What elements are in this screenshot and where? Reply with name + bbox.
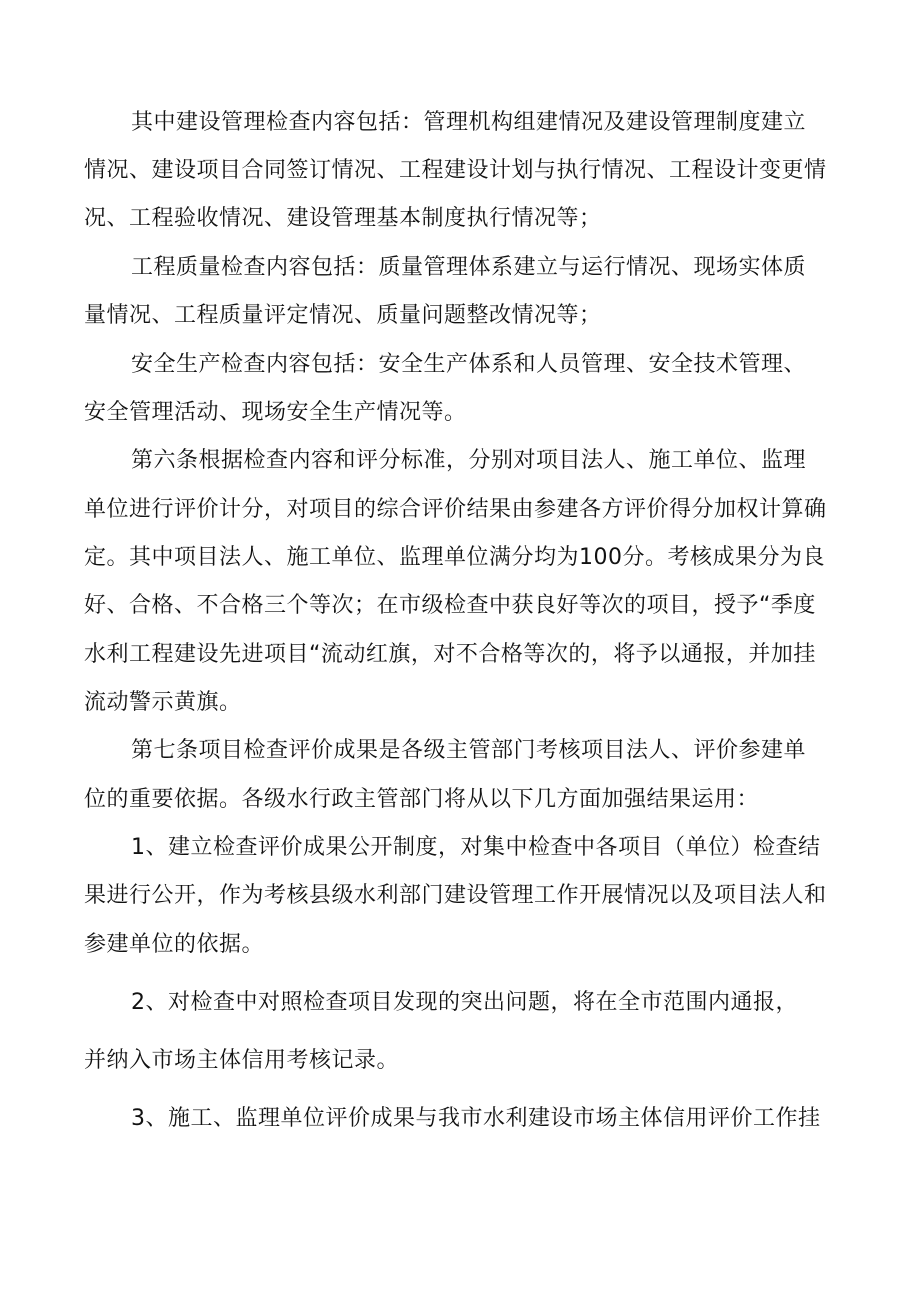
paragraph-line: 安全管理活动、现场安全生产情况等。 [84, 400, 467, 425]
paragraph-line: 单位进行评价计分，对项目的综合评价结果由参建各方评价得分加权计算确 [84, 497, 827, 522]
paragraph-line: 第七条项目检查评价成果是各级主管部门考核项目法人、评价参建单 [131, 738, 807, 763]
paragraph-line: 并纳入市场主体信用考核记录。 [84, 1048, 400, 1073]
paragraph-line: 情况、建设项目合同签订情况、工程建设计划与执行情况、工程设计变更情 [84, 158, 827, 183]
paragraph-line: 安全生产检查内容包括：安全生产体系和人员管理、安全技术管理、 [131, 352, 807, 377]
paragraph-line: 好、合格、不合格三个等次；在市级检查中获良好等次的项目，授予“季度 [84, 593, 816, 618]
paragraph-line: 参建单位的依据。 [84, 932, 265, 957]
paragraph-line: 第六条根据检查内容和评分标准，分别对项目法人、施工单位、监理 [131, 448, 807, 473]
paragraph-line: 流动警示黄旗。 [84, 690, 242, 715]
paragraph-line: 1、建立检查评价成果公开制度，对集中检查中各项目（单位）检查结 [131, 835, 821, 860]
paragraph-line: 其中建设管理检查内容包括：管理机构组建情况及建设管理制度建立 [131, 110, 807, 135]
paragraph-line: 3、施工、监理单位评价成果与我市水利建设市场主体信用评价工作挂 [131, 1106, 821, 1131]
paragraph-line: 量情况、工程质量评定情况、质量问题整改情况等； [84, 303, 602, 328]
paragraph-line: 果进行公开，作为考核县级水利部门建设管理工作开展情况以及项目法人和 [84, 883, 827, 908]
paragraph-line: 水利工程建设先进项目“流动红旗，对不合格等次的，将予以通报，并加挂 [84, 642, 816, 667]
paragraph-line: 位的重要依据。各级水行政主管部门将从以下几方面加强结果运用： [84, 787, 760, 812]
paragraph-line: 2、对检查中对照检查项目发现的突出问题，将在全市范围内通报， [131, 990, 798, 1015]
paragraph-line: 定。其中项目法人、施工单位、监理单位满分均为100分。考核成果分为良 [84, 545, 825, 570]
paragraph-line: 况、工程验收情况、建设管理基本制度执行情况等； [84, 206, 602, 231]
paragraph-line: 工程质量检查内容包括：质量管理体系建立与运行情况、现场实体质 [131, 255, 807, 280]
